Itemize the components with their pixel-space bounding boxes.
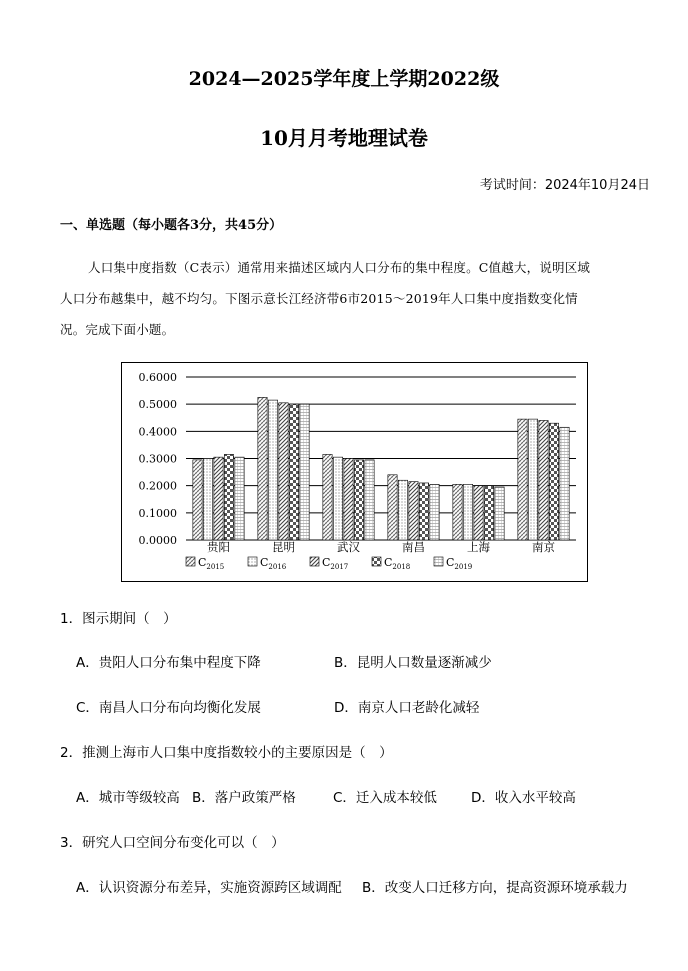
y-tick-label: 0.6000 <box>138 371 177 384</box>
bar <box>193 460 202 540</box>
bar <box>258 397 267 540</box>
bar <box>453 484 462 540</box>
bar <box>560 427 569 540</box>
bar <box>549 423 558 540</box>
category-labels <box>207 540 555 554</box>
question-2-option-d[interactable]: D．收入水平较高 <box>471 790 576 806</box>
bar <box>463 484 472 540</box>
category-label: 上海 <box>467 540 490 554</box>
legend-label: $C_{2015}$ <box>198 556 225 571</box>
y-tick-label: 0.1000 <box>138 506 177 520</box>
bar <box>268 400 277 540</box>
y-tick-label: 0.3000 <box>138 452 177 466</box>
legend-label: $C_{2017}$ <box>322 556 349 571</box>
bar <box>388 475 397 540</box>
question-1-option-b[interactable]: B．昆明人口数量逐渐减少 <box>334 655 492 671</box>
question-3-stem: 3．研究人口空间分布变化可以（ ） <box>60 835 285 851</box>
passage-line-1: 人口集中度指数（C表示）通常用来描述区域内人口分布的集中程度。C值越大，说明区域 <box>88 260 591 275</box>
bar <box>474 486 483 540</box>
legend-swatch <box>248 557 257 566</box>
bar <box>518 419 527 540</box>
chart-svg <box>122 363 587 581</box>
question-2-option-a[interactable]: A．城市等级较高 <box>76 790 180 806</box>
bar <box>289 404 298 540</box>
bar <box>365 460 374 540</box>
question-1-option-c[interactable]: C．南昌人口分布向均衡化发展 <box>76 700 261 716</box>
bar <box>539 420 548 540</box>
question-1-option-a[interactable]: A．贵阳人口分布集中程度下降 <box>76 655 261 671</box>
bar <box>495 487 504 540</box>
exam-subtitle: 10月月考地理试卷 <box>260 126 428 150</box>
legend-label: $C_{2018}$ <box>384 556 411 571</box>
question-2-stem: 2．推测上海市人口集中度指数较小的主要原因是（ ） <box>60 745 393 761</box>
category-label: 武汉 <box>337 540 360 554</box>
bars <box>193 397 569 540</box>
bar <box>419 483 428 540</box>
category-label: 昆明 <box>272 540 295 554</box>
category-label: 南昌 <box>402 540 425 554</box>
bar <box>344 459 353 541</box>
legend-label: $C_{2019}$ <box>446 556 473 571</box>
chart-legend <box>186 556 472 571</box>
exam-time: 考试时间：2024年10月24日 <box>479 178 650 193</box>
gridlines <box>186 377 576 540</box>
category-label: 南京 <box>532 540 555 554</box>
question-3-option-a[interactable]: A．认识资源分布差异，实施资源跨区域调配 <box>76 880 342 896</box>
bar <box>398 480 407 540</box>
bar <box>409 482 418 540</box>
legend-swatch <box>310 557 319 566</box>
bar <box>279 403 288 540</box>
legend-swatch <box>372 557 381 566</box>
bar <box>224 454 233 540</box>
passage-line-2: 人口分布越集中，越不均匀。下图示意长江经济带6市2015～2019年人口集中度指数变化情 <box>60 291 578 306</box>
bar <box>300 404 309 540</box>
question-3-option-b[interactable]: B．改变人口迁移方向，提高资源环境承载力 <box>362 880 628 896</box>
bar <box>484 486 493 540</box>
bar <box>235 457 244 540</box>
y-tick-label: 0.0000 <box>138 534 177 547</box>
bar <box>333 457 342 540</box>
bar <box>214 457 223 540</box>
passage-line-3: 况。完成下面小题。 <box>60 322 175 337</box>
y-axis-ticks <box>139 371 178 547</box>
bar <box>203 459 212 541</box>
y-tick-label: 0.5000 <box>138 398 177 412</box>
y-tick-label: 0.4000 <box>138 425 177 439</box>
exam-title: 2024—2025学年度上学期2022级 <box>188 68 500 90</box>
question-1-option-d[interactable]: D．南京人口老龄化减轻 <box>334 700 480 716</box>
bar <box>323 454 332 540</box>
population-concentration-chart <box>121 362 588 582</box>
category-label: 贵阳 <box>207 540 230 554</box>
question-2-option-c[interactable]: C．迁入成本较低 <box>333 790 437 806</box>
question-2-option-b[interactable]: B．落户政策严格 <box>192 790 296 806</box>
legend-swatch <box>186 557 195 566</box>
question-1-stem: 1．图示期间（ ） <box>60 611 177 627</box>
section-heading: 一、单选题（每小题各3分，共45分） <box>60 218 283 233</box>
bar <box>528 419 537 540</box>
legend-label: $C_{2016}$ <box>260 556 287 571</box>
legend-swatch <box>434 557 443 566</box>
bar <box>430 484 439 540</box>
y-tick-label: 0.2000 <box>138 479 177 493</box>
bar <box>354 460 363 540</box>
